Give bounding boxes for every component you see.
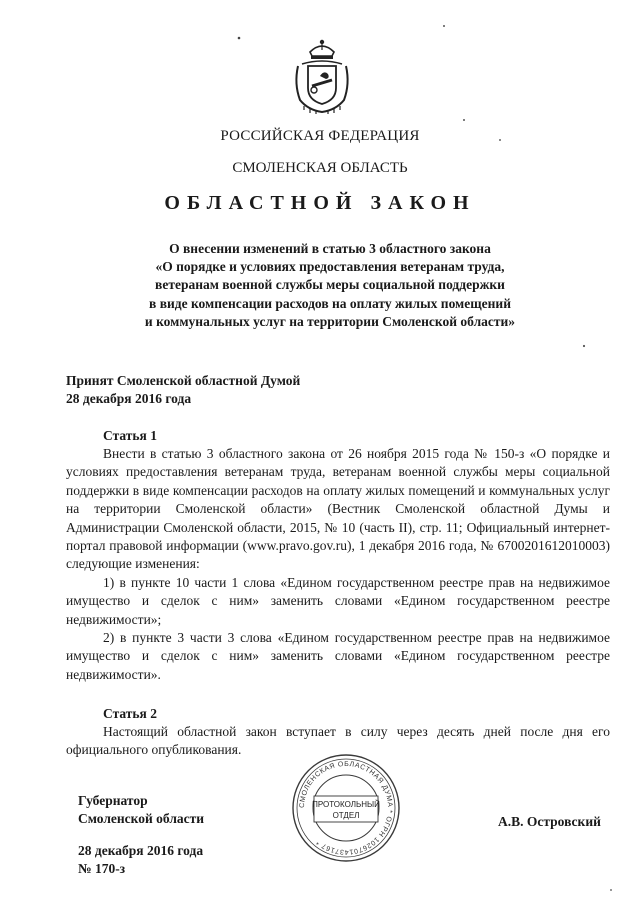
adoption-info (66, 372, 300, 408)
coat-of-arms-icon (290, 36, 354, 116)
law-subject (110, 240, 550, 331)
signatory-title-line-1: Губернатор (78, 793, 148, 808)
article-1-item-2: 2) в пункте 3 части 3 слова «Едином государственном реестре прав на недвижимое имущество и сделок с ним» заменить словами «Едином государственном реестре недвижимости». (66, 630, 610, 682)
adoption-date: 28 декабря 2016 года (66, 391, 192, 406)
signatory-name: А.В. Островский (498, 814, 601, 829)
law-title: ОБЛАСТНОЙ ЗАКОН (164, 192, 476, 214)
law-date: 28 декабря 2016 года (78, 843, 204, 858)
law-number: № 170-з (78, 861, 126, 876)
article-1-body (66, 445, 610, 684)
official-stamp (290, 752, 402, 864)
subject-line: в виде компенсации расходов на оплату жилых помещений (149, 295, 511, 311)
region-name: СМОЛЕНСКАЯ ОБЛАСТЬ (232, 160, 408, 176)
stamp-center-text-2: ОТДЕЛ (332, 811, 360, 820)
subject-line: и коммунальных услуг на территории Смоленской области» (144, 313, 516, 329)
signatory-title-line-2: Смоленской области (78, 811, 205, 826)
law-date-number (78, 842, 203, 878)
subject-line: О внесении изменений в статью 3 областного закона (169, 241, 491, 256)
article-2-text: Настоящий областной закон вступает в силу через десять дней после дня его официального опубликования. (66, 724, 610, 758)
subject-line: «О порядке и условиях предоставления ветеранам труда, (155, 259, 505, 275)
article-2-heading: Статья 2 (103, 706, 157, 721)
country-name: РОССИЙСКАЯ ФЕДЕРАЦИЯ (220, 128, 420, 144)
signatory-title (78, 792, 204, 828)
article-1-item-1: 1) в пункте 10 части 1 слова «Едином государственном реестре прав на недвижимое имущество и сделок с ним» заменить словами «Едином государственном реестре недвижимости»; (66, 574, 610, 627)
stamp-ring-text: СМОЛЕНСКАЯ ОБЛАСТНАЯ ДУМА * ОГРН 1026701437167 * (298, 760, 394, 856)
stamp-center-text-1: ПРОТОКОЛЬНЫЙ (312, 800, 380, 809)
article-1-heading: Статья 1 (103, 428, 157, 443)
adoption-body: Принят Смоленской областной Думой (66, 373, 301, 388)
article-1-intro: Внести в статью 3 областного закона от 26 ноября 2015 года № 150-з «О порядке и условиях предоставления ветеранам труда, ветеранам военной службы меры социальной поддержки в виде компенсации расходов на оплату жилых помещений и коммунальных услуг на территории Смоленской области» (Вестник Смоленской областной Думы и Администрации Смоленской области, 2015, № 10 (часть II), стр. 11; Официальный интернет-портал правовой информации (www.pravo.gov.ru), 1 декабря 2016 года, № 6700201612010003) следующие изменения: (66, 446, 610, 572)
subject-line: ветеранам военной службы меры социальной поддержки (155, 277, 505, 293)
